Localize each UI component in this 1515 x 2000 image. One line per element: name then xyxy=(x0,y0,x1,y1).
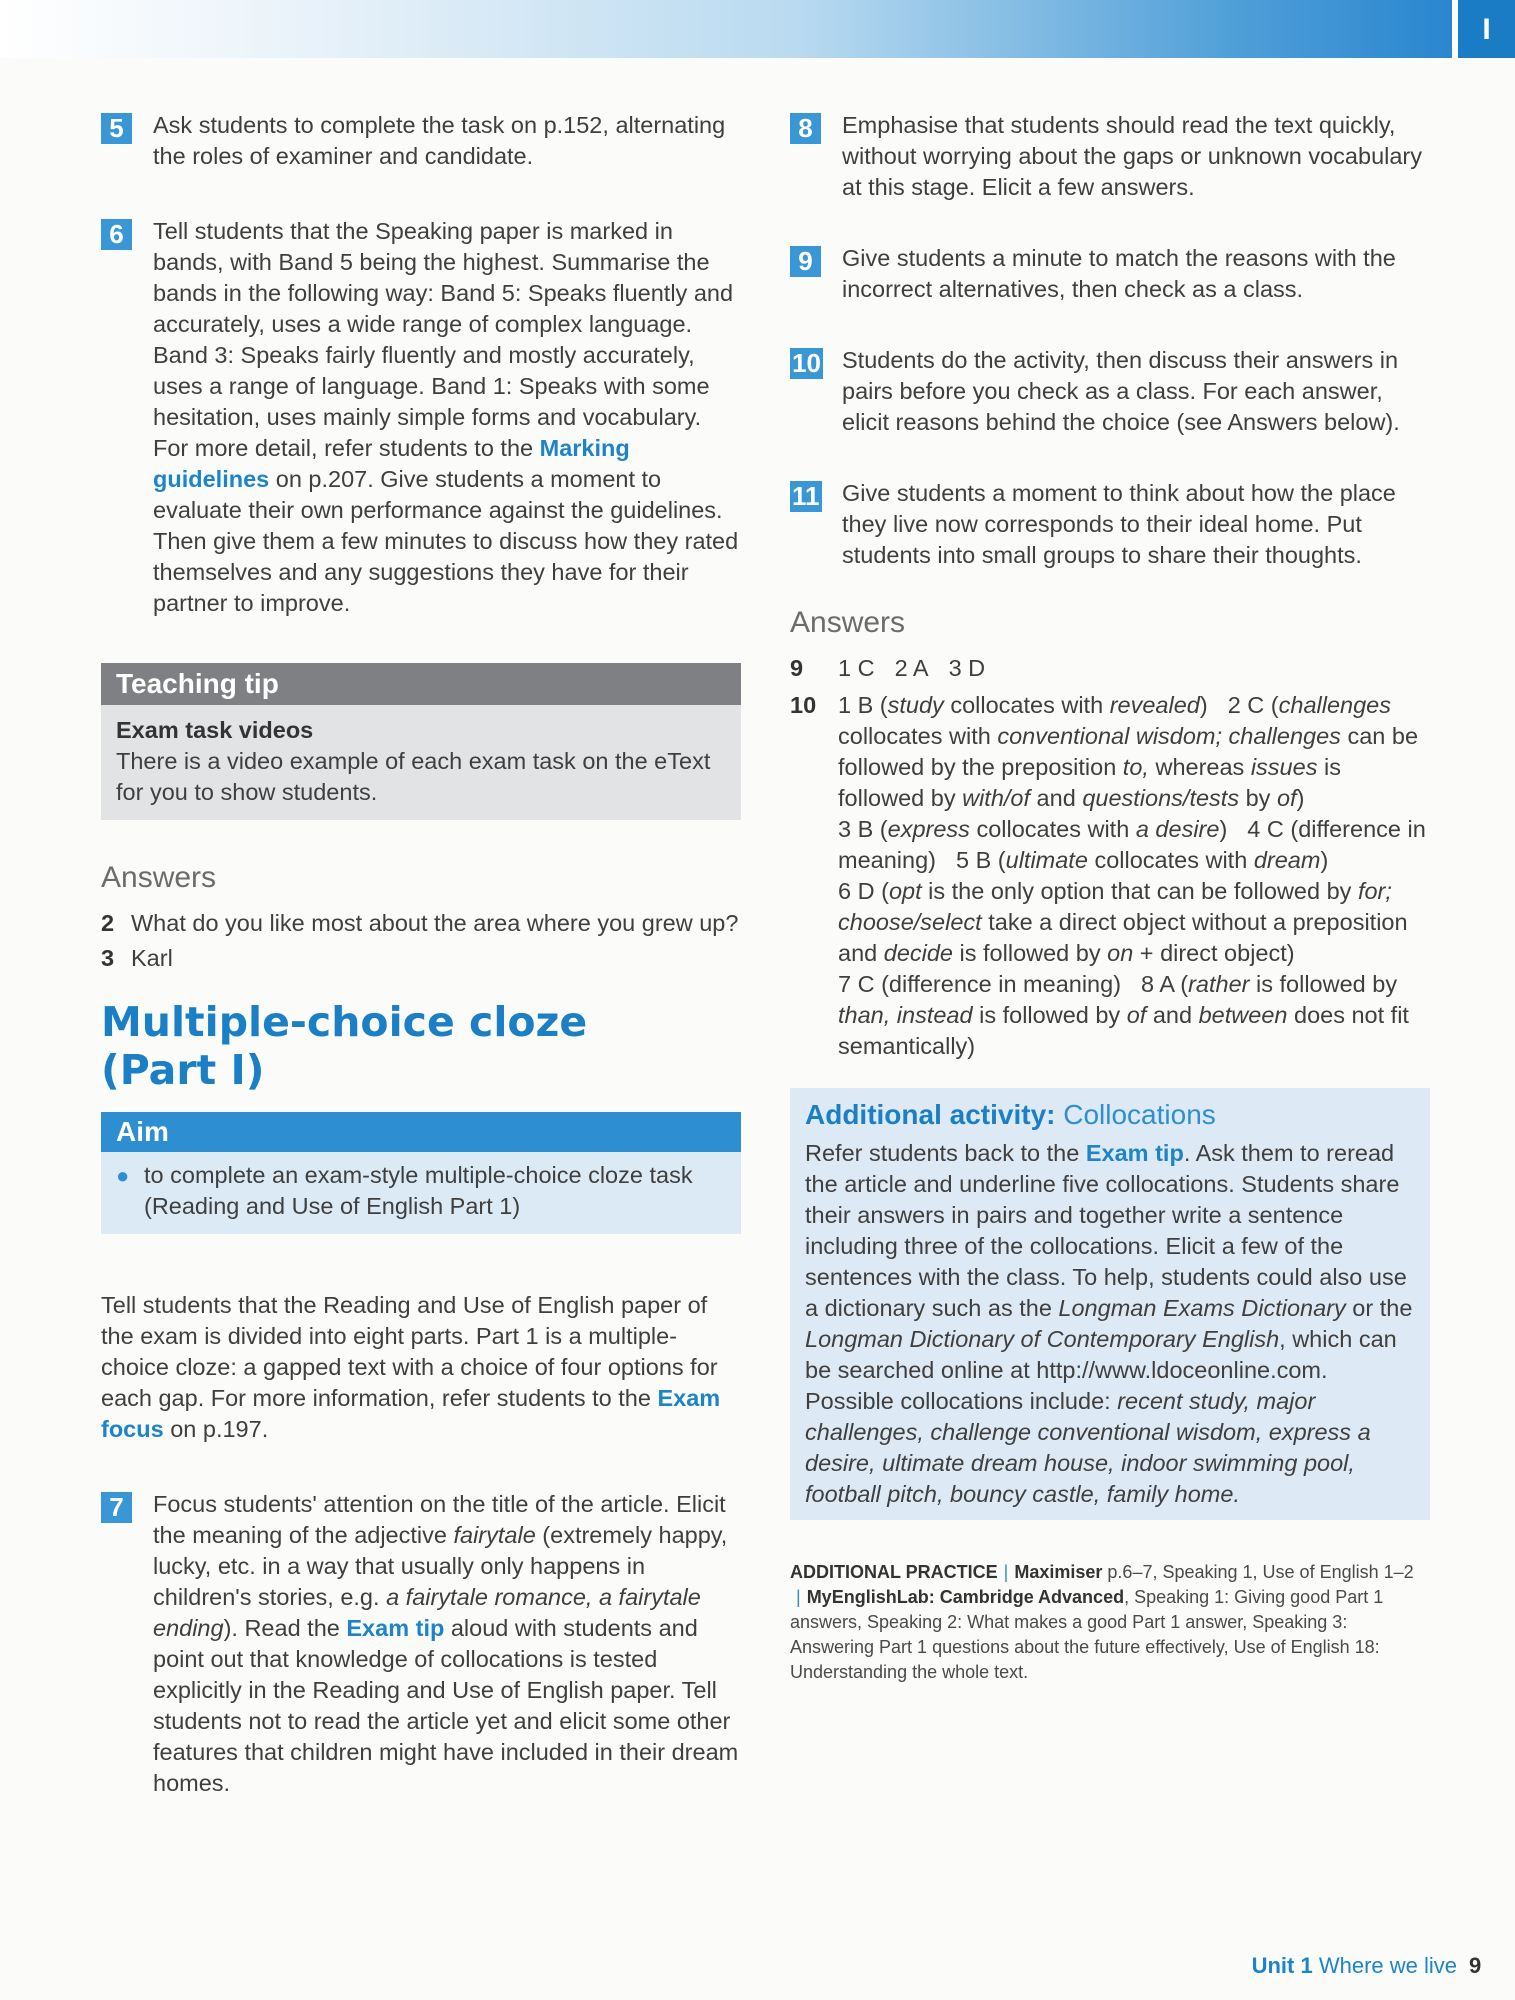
step-text: Give students a moment to think about how the place they live now corresponds to their ideal home. Put students into small groups to share their thoughts. xyxy=(842,480,1396,568)
footer-unit: Unit 1 Where we live xyxy=(1251,1953,1457,1978)
exam-tip-link[interactable]: Exam tip xyxy=(346,1615,445,1641)
page-number: 9 xyxy=(1469,1953,1482,1978)
additional-practice: ADDITIONAL PRACTICE | Maximiser p.6–7, Speaking 1, Use of English 1–2 | MyEnglishLab: Cambridge Advanced, Speaking 1: Giving good Part 1 answers, Speaking 2: What makes a good Part 1 answer, Speaking 3: Answering Part 1 questions about the future effectively, Use of English 18: Understanding the whole text. xyxy=(790,1562,1414,1682)
answer-item xyxy=(101,908,741,939)
step-number: 5 xyxy=(101,113,132,144)
answer-number: 2 xyxy=(101,910,115,936)
step-text: ). Read the xyxy=(223,1615,347,1641)
bullet-icon: ● xyxy=(116,1163,130,1188)
aim-box xyxy=(101,1112,741,1234)
answers-heading: Answers xyxy=(790,606,906,639)
intro-text: Tell students that the Reading and Use of English paper of the exam is divided into eight parts. Part 1 is a multiple-choice cloze: a gapped text with a choice of four options for each gap. For more information, refer students to the xyxy=(101,1292,718,1411)
separator: | xyxy=(1003,1562,1009,1582)
section-title xyxy=(101,998,741,1094)
separator: | xyxy=(796,1587,801,1607)
answer-row-9 xyxy=(790,653,1430,684)
unit-tab xyxy=(1458,0,1515,58)
step-text: aloud with students and point out that knowledge of collocations is tested explicitly in the Reading and Use of English paper. Tell students not to read the article yet and elicit some other features that children might have included in their dream homes. xyxy=(153,1615,739,1796)
answer-text: Karl xyxy=(131,945,173,971)
step-number: 8 xyxy=(790,113,821,144)
step-text: Students do the activity, then discuss their answers in pairs before you check as a class. For each answer, elicit reasons behind the choice (see Answers below). xyxy=(842,347,1400,435)
step-5 xyxy=(101,110,741,172)
step-9 xyxy=(790,243,1430,305)
header-gradient-bar xyxy=(0,0,1452,58)
unit-tab-label: I xyxy=(1482,12,1491,46)
teaching-tip-title: Exam task videos xyxy=(116,717,314,743)
additional-practice-label: ADDITIONAL PRACTICE xyxy=(790,1562,998,1582)
step-number: 9 xyxy=(790,246,821,277)
step-7 xyxy=(101,1489,741,1799)
step-6 xyxy=(101,216,741,619)
answer-number: 3 xyxy=(101,945,115,971)
step-number: 11 xyxy=(792,481,820,511)
step-text: Emphasise that students should read the text quickly, without worrying about the gaps or unknown vocabulary at this stage. Elicit a few answers. xyxy=(842,112,1423,200)
teaching-tip-body: There is a video example of each exam task on the eText for you to show students. xyxy=(116,748,711,805)
marking-guidelines-link[interactable]: Marking guidelines xyxy=(153,435,630,492)
step-10 xyxy=(790,345,1430,438)
teaching-tip-box xyxy=(101,663,741,820)
step-text: on p.207. Give students a moment to evaluate their own performance against the guidelines. Then give them a few minutes to discuss how they rated themselves and any suggestions they have for their partner to improve. xyxy=(153,466,739,616)
step-number: 10 xyxy=(792,348,821,378)
teaching-tip-heading: Teaching tip xyxy=(101,663,741,705)
exam-tip-link[interactable]: Exam tip xyxy=(1085,1140,1184,1166)
step-11 xyxy=(790,478,1430,571)
step-text: (extremely happy, lucky, etc. in a way that usually only happens in children's stories, e.g. xyxy=(153,1522,728,1610)
answer-row-10 xyxy=(790,690,1430,1062)
step-text: Give students a minute to match the reasons with the incorrect alternatives, then check as a class. xyxy=(842,245,1396,302)
answer-item xyxy=(101,943,741,974)
exam-focus-link[interactable]: Exam focus xyxy=(101,1385,721,1442)
step-text: Tell students that the Speaking paper is marked in bands, with Band 5 being the highest. Summarise the bands in the following way: Band 5: Speaks fluently and accurately, uses a wide range of complex language. Band 3: Speaks fairly fluently and mostly accurately, uses a range of language. Band 1: Speaks with some hesitation, uses mainly simple forms and vocabulary. For more detail, refer students to the xyxy=(153,218,734,461)
step-8 xyxy=(790,110,1430,203)
answer-text: 2 A xyxy=(894,655,929,681)
right-column xyxy=(790,110,1430,1685)
section-title-line-1: Multiple-choice cloze xyxy=(101,998,588,1046)
additional-activity-body: Refer students back to the Exam tip. Ask them to reread the article and underline five collocations. Students share their answers in pairs and together write a sentence including three of the collocations. Elicit a few of the sentences with the class. To help, students could also use a dictionary such as the Longman Exams Dictionary or the Longman Dictionary of Contemporary English, which can be searched online at http://www.ldoceonline.com. Possible collocations include: recent study, major challenges, challenge conventional wisdom, express a desire, ultimate dream house, indoor swimming pool, football pitch, bouncy castle, family home. xyxy=(805,1140,1413,1507)
answer-text: 3 D xyxy=(948,655,986,681)
answer-number: 9 xyxy=(790,655,804,681)
section-title-line-2: (Part I) xyxy=(101,1046,265,1094)
step-text-italic: fairytale xyxy=(453,1522,536,1548)
left-column xyxy=(101,110,741,1843)
step-number: 6 xyxy=(101,219,132,250)
answer-number: 10 xyxy=(790,692,817,718)
aim-heading: Aim xyxy=(101,1112,741,1152)
intro-paragraph xyxy=(101,1290,741,1445)
step-text-italic: a fairytale romance, a fairytale ending xyxy=(153,1584,701,1641)
additional-activity-box xyxy=(790,1088,1430,1520)
additional-activity-heading: Additional activity: Collocations xyxy=(805,1099,1216,1130)
answers-heading: Answers xyxy=(101,861,217,894)
answer-text: 1 B (study collocates with revealed) 2 C (challenges collocates with conventional wisdom; challenges can be followed by the preposition to, whereas issues is followed by with/of and questions/tests by of) 3 B (express collocates with a desire) 4 C (difference in meaning) 5 B (ultimate collocates with dream) 6 D (opt is the only option that can be followed by for; choose/select take a direct object without a preposition and decide is followed by on + direct object) 7 C (difference in meaning) 8 A (rather is followed by than, instead is followed by of and between does not fit semantically) xyxy=(838,692,1426,1059)
intro-text: on p.197. xyxy=(163,1416,269,1442)
step-text: Ask students to complete the task on p.152, alternating the roles of examiner and candidate. xyxy=(153,112,726,169)
aim-bullet-text: to complete an exam-style multiple-choice cloze task (Reading and Use of English Part 1) xyxy=(144,1162,693,1219)
answer-text: What do you like most about the area where you grew up? xyxy=(131,910,739,936)
step-text: Focus students' attention on the title of the article. Elicit the meaning of the adjective xyxy=(153,1491,726,1548)
answer-text: 1 C xyxy=(838,655,875,681)
step-number: 7 xyxy=(101,1492,132,1523)
